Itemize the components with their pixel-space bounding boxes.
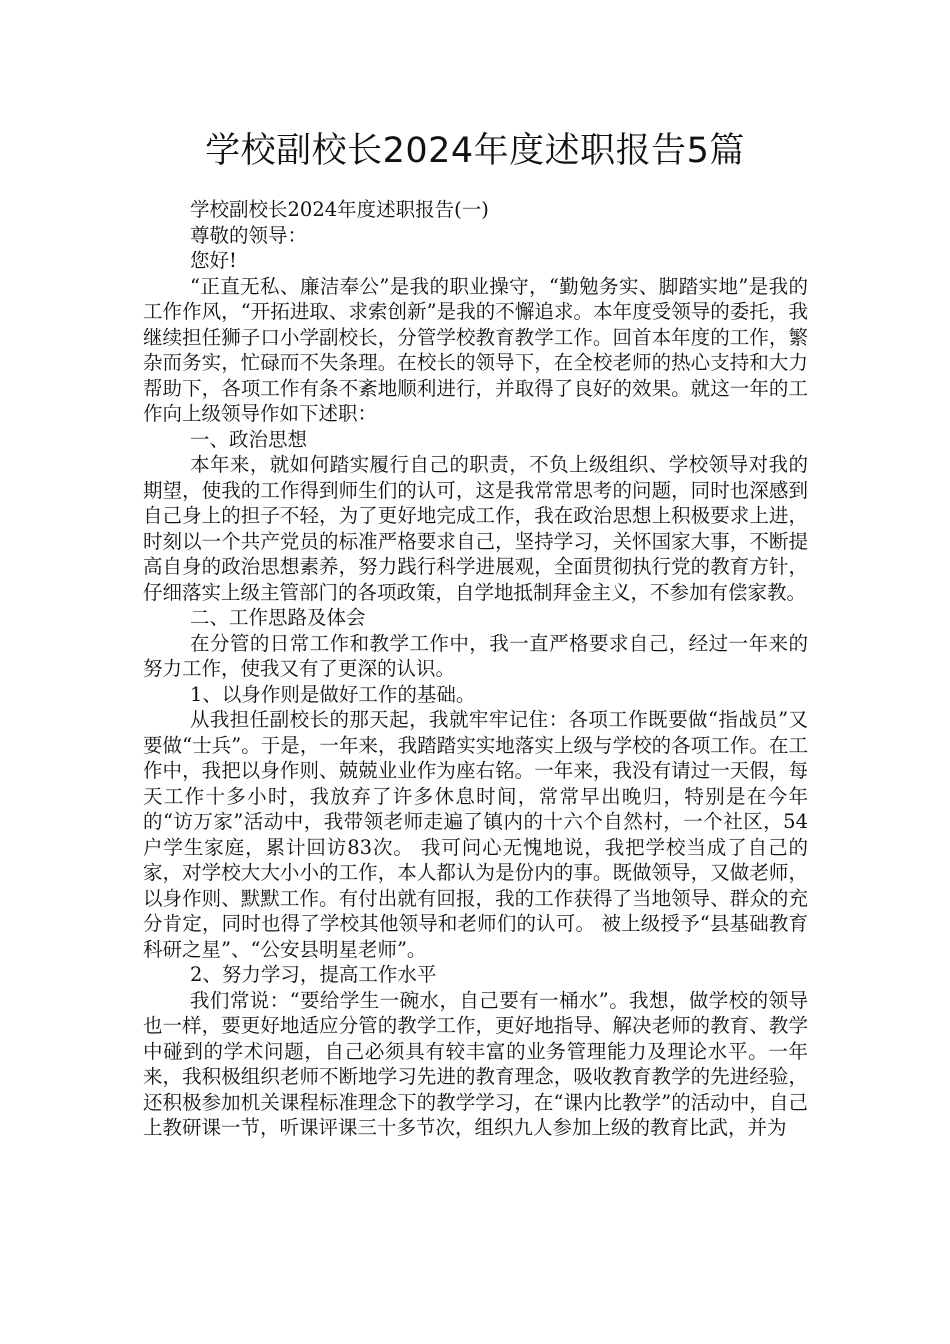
subtitle-line: 学校副校长2024年度述职报告(一) [190, 198, 489, 221]
greeting: 您好! [190, 249, 237, 272]
body-paragraph: 在分管的日常工作和教学工作中，我一直严格要求自己，经过一年来的努力工作，使我又有了更深的认识。 [143, 631, 808, 680]
document-title: 学校副校长2024年度述职报告5篇 [205, 131, 745, 171]
document-body [143, 197, 808, 1141]
body-paragraph: 本年来，就如何踏实履行自己的职责，不负上级组织、学校领导对我的期望，使我的工作得到师生们的认可，这是我常常思考的问题，同时也深感到自己身上的担子不轻，为了更好地完成工作，我在政治思想上积极要求上进，时刻以一个共产党员的标准严格要求自己，坚持学习，关怀国家大事，不断提高自身的政治思想素养，努力践行科学进展观，全面贯彻执行党的教育方针，仔细落实上级主管部门的各项政策，自学地抵制拜金主义，不参加有偿家教。 [143, 453, 808, 604]
section-heading: 二、工作思路及体会 [190, 606, 366, 629]
body-paragraph: 从我担任副校长的那天起，我就牢牢记住：各项工作既要做“指战员”又要做“士兵”。于是，一年来，我踏踏实实地落实上级与学校的各项工作。在工作中，我把以身作则、兢兢业业作为座右铭。一年来，我没有请过一天假，每天工作十多小时，我放弃了许多休息时间，常常早出晚归，特别是在今年的“访万家”活动中，我带领老师走遍了镇内的十六个自然村，一个社区，54户学生家庭，累计回访83次。 我可问心无愧地说，我把学校当成了自己的家，对学校大大小小的工作，本人都认为是份内的事。既做领导，又做老师，以身作则、默默工作。有付出就有回报，我的工作获得了当地领导、群众的充分肯定，同时也得了学校其他领导和老师们的认可。 被上级授予“县基础教育科研之星”、“公安县明星老师”。 [143, 708, 808, 961]
body-paragraph: “正直无私、廉洁奉公”是我的职业操守，“勤勉务实、脚踏实地”是我的工作作风，“开拓进取、求索创新”是我的不懈追求。本年度受领导的委托，我继续担任狮子口小学副校长，分管学校教育教学工作。回首本年度的工作，繁杂而务实，忙碌而不失条理。在校长的领导下，在全校老师的热心支持和大力帮助下，各项工作有条不紊地顺利进行，并取得了良好的效果。就这一年的工作向上级领导作如下述职： [143, 274, 808, 425]
subsection-heading: 1、以身作则是做好工作的基础。 [190, 682, 476, 706]
body-paragraph: 我们常说：“要给学生一碗水，自己要有一桶水”。我想，做学校的领导也一样，要更好地适应分管的教学工作，更好地指导、解决老师的教育、教学中碰到的学术问题，自己必须具有较丰富的业务管理能力及理论水平。一年来，我积极组织老师不断地学习先进的教育理念，吸收教育教学的先进经验，还积极参加机关课程标准理念下的教学学习，在“课内比教学”的活动中，自己上教研课一节，听课评课三十多节次，组织九人参加上级的教育比武，并为 [143, 988, 808, 1139]
subsection-heading: 2、努力学习，提高工作水平 [190, 963, 437, 986]
salutation: 尊敬的领导： [190, 223, 308, 247]
section-heading: 一、政治思想 [190, 427, 308, 451]
